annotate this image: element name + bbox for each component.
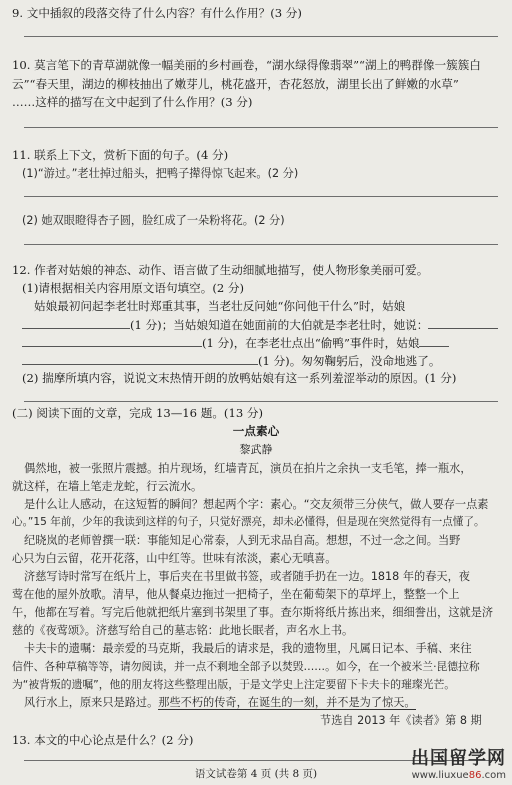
question-10-line2: 云”“春天里，湖边的柳枝抽出了嫩芽儿，桃花盛开，杏花怒放，湖里长出了鲜嫩的水草” — [12, 77, 459, 91]
answer-line — [24, 401, 498, 402]
site-watermark — [411, 744, 506, 781]
page-footer: 语文试卷第 4 页 (共 8 页) — [194, 768, 318, 780]
article-paragraph: 风行水上，原来只是路过。那些不朽的传奇，在诞生的一刻，并不是为了惊天。 — [24, 696, 416, 709]
fill-line-2: (1 分)；当姑娘知道在她面前的大伯就是李老壮时，她说： — [22, 316, 512, 334]
answer-line — [24, 36, 498, 37]
answer-line — [24, 244, 498, 245]
article-paragraph: 信件、各种草稿等等，请勿阅读，并一点不剩地全部予以焚毁……。如今，在一个被米兰·昆德拉称 — [12, 660, 480, 673]
fill-line-1: 姑娘最初问起李老壮时郑重其事，当老壮反问她“你问他干什么”时，姑娘 — [34, 299, 406, 313]
question-10-line3: ……这样的描写在文中起到了什么作用？(3 分) — [12, 95, 253, 109]
article-paragraph: 心只为白云留，花开花落，山中红等。世味有浓淡，素心无嗔喜。 — [12, 552, 337, 565]
question-12-head: 12. 作者对姑娘的神态、动作、语言做了生动细腻地描写，使人物形象美丽可爱。 — [12, 263, 429, 277]
article-paragraph: 偶然地，被一张照片震撼。拍片现场，红墙青瓦，演员在拍片之余执一支毛笔，捧一瓶水， — [24, 462, 472, 475]
question-11-sentence-2: (2) 她双眼瞪得杏子圆，脸红成了一朵粉将花。(2 分) — [22, 214, 285, 227]
answer-line — [24, 127, 498, 128]
question-9: 9. 文中插叙的段落交待了什么内容？有什么作用？(3 分) — [12, 6, 302, 20]
article-author: 黎武静 — [239, 443, 273, 456]
answer-line — [24, 196, 498, 197]
fill-line-4: (1 分)。匆匆鞠躬后，没命地逃了。 — [22, 352, 512, 370]
question-10-line1: 10. 莫言笔下的青草湖就像一幅美丽的乡村画卷，“湖水绿得像翡翠”“湖上的鸭群像一簇簇白 — [12, 58, 481, 72]
underlined-sentence: 那些不朽的传奇，在诞生的一刻，并不是为了惊天。 — [158, 696, 416, 709]
watermark-title: 出国留学网 — [411, 748, 506, 769]
article-paragraph: 就这样，在墙上笔走龙蛇，行云流水。 — [12, 480, 203, 493]
question-11-sentence-1: (1)“游过。”老壮掉过船头，把鸭子撵得惊飞起来。(2 分) — [22, 167, 299, 180]
article-title: 一点素心 — [232, 424, 280, 438]
fill-blank[interactable] — [428, 316, 498, 329]
article-paragraph: 心。”15 年前，少年的我读到这样的句子，只觉好漂亮，却未必懂得，但是现在突然觉得有一点懂了。 — [12, 516, 485, 528]
fill-blank[interactable] — [22, 316, 130, 329]
article-paragraph: 卡夫卡的遗嘱：最亲爱的马克斯，我最后的请求是，我的遗物里，凡属日记本、手稿、来往 — [24, 642, 472, 655]
article-paragraph: 慈的《夜莺颂》。济慈写给自己的墓志铭：此地长眠者，声名水上书。 — [12, 624, 354, 637]
article-paragraph: 午，他都在写着。写完后他就把纸片塞到书架里了事。查尔斯将纸片拣出来，细细誊出，这就是济 — [12, 606, 494, 619]
fill-blank[interactable] — [419, 334, 449, 347]
fill-line-3: (1 分)，在李老壮点出“偷鸭”事件时，姑娘 — [22, 334, 512, 352]
article-paragraph: 纪晓岚的老师曾撰一联：事能知足心常泰，人到无求品自高。想想，不过一念之间。当野 — [24, 534, 461, 547]
question-13: 13. 本文的中心论点是什么？(2 分) — [12, 733, 194, 747]
question-11-head: 11. 联系上下文，赏析下面的句子。(4 分) — [12, 148, 229, 162]
watermark-url: www.liuxue86.com — [411, 770, 506, 781]
article-source: 节选自 2013 年《读者》第 8 期 — [320, 714, 482, 727]
question-12-sub-1: (1)请根据相关内容用原文语句填空。(2 分) — [22, 281, 245, 295]
fill-blank[interactable] — [22, 334, 202, 347]
article-paragraph: 济慈写诗时常写在纸片上，事后夹在书里做书签，或者随手扔在一边。1818 年的春天，夜 — [24, 570, 470, 583]
article-paragraph: 为“被背叛的遗嘱”，他的朋友将这些整理出版，于是文学史上注定要留下卡夫卡的璀璨光芒。 — [12, 678, 456, 691]
article-paragraph: 是什么让人感动，在这短暂的瞬间？想起两个字：素心。“交友须带三分侠气，做人要存一点素 — [24, 498, 489, 511]
fill-blank[interactable] — [22, 352, 258, 365]
section-2-head: (二) 阅读下面的文章，完成 13—16 题。(13 分) — [12, 406, 263, 420]
question-12-sub-2: (2) 揣摩所填内容，说说文末热情开朗的放鸭姑娘有这一系列羞涩举动的原因。(1 分) — [22, 371, 457, 385]
article-paragraph: 莺在他的屋外放歌。清早，他从餐桌边拖过一把椅子，坐在葡萄架下的草坪上，整整一个上 — [12, 588, 460, 601]
